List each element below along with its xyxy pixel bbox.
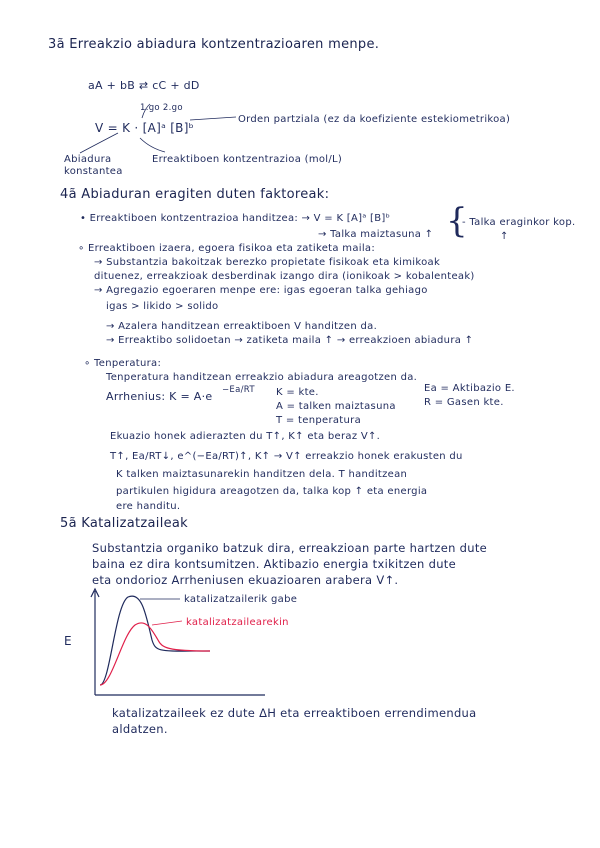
factor-nature-3: → Agregazio egoeraren menpe ere: igas egoeran talka gehiago bbox=[94, 285, 428, 296]
orders-note: 1.go 2.go bbox=[140, 103, 183, 113]
catalyst-para-2: baina ez dira kontsumitzen. Aktibazio energia txikitzen dute bbox=[92, 557, 456, 571]
legend-k: K = kte. bbox=[276, 387, 319, 398]
label-with-catalyst: katalizatzailearekin bbox=[186, 617, 289, 628]
brace-icon: { bbox=[446, 201, 468, 241]
factor-temperature: ∘ Tenperatura: bbox=[84, 358, 162, 369]
order-label: Orden partziala (ez da koefiziente estekiometrikoa) bbox=[238, 114, 511, 125]
factor-concentration-right: - Talka eraginkor kop. bbox=[462, 217, 576, 228]
catalyst-note-1: katalizatzaileek ez dute ΔH eta erreaktiboen errendimendua bbox=[112, 706, 477, 720]
arrhenius-exponent: −Ea/RT bbox=[222, 385, 255, 395]
temperature-6: ere handitu. bbox=[116, 501, 181, 512]
rate-formula: V = K · [A]ᵃ [B]ᵇ bbox=[95, 121, 195, 135]
arrhenius-equation: Arrhenius: K = A·e bbox=[106, 390, 213, 403]
label-leader-with bbox=[152, 621, 182, 625]
curve-without-catalyst bbox=[100, 596, 210, 685]
catalyst-note-2: aldatzen. bbox=[112, 722, 168, 736]
section-4-title: 4ã Abiaduran eragiten duten faktoreak: bbox=[60, 187, 330, 202]
temperature-4: K talken maiztasunarekin handitzen dela. T handitzean bbox=[116, 469, 408, 480]
factor-nature-2: dituenez, erreakzioak desberdinak izango dira (ionikoak > kobalenteak) bbox=[94, 271, 475, 282]
k-label-1: Abiadura bbox=[64, 154, 112, 165]
section-3-title: 3ã Erreakzio abiadura kontzentrazioaren menpe. bbox=[48, 37, 380, 52]
factor-nature-6: → Erreaktibo solidoetan → zatiketa maila ↑ → erreakzioen abiadura ↑ bbox=[106, 335, 474, 346]
factor-nature-5: → Azalera handitzean erreaktiboen V handitzen da. bbox=[106, 321, 378, 332]
section-5-title: 5ã Katalizatzaileak bbox=[60, 516, 189, 531]
factor-nature-1: → Substantzia bakoitzak berezko propietate fisikoak eta kimikoak bbox=[94, 257, 441, 268]
factor-concentration-right-2: ↑ bbox=[500, 231, 509, 242]
label-without-catalyst: katalizatzailerik gabe bbox=[184, 594, 298, 605]
conc-label: Erreaktiboen kontzentrazioa (mol/L) bbox=[152, 154, 343, 165]
legend-r: R = Gasen kte. bbox=[424, 397, 504, 408]
legend-a: A = talken maiztasuna bbox=[276, 401, 396, 412]
temperature-3: T↑, Ea/RT↓, e^(−Ea/RT)↑, K↑ → V↑ erreakzio honek erakusten du bbox=[110, 451, 463, 462]
factor-concentration-sub: → Talka maiztasuna ↑ bbox=[318, 229, 434, 240]
graph-y-label: E bbox=[64, 634, 72, 648]
annotation-arrows bbox=[0, 0, 600, 200]
factor-nature-4: igas > likido > solido bbox=[106, 301, 219, 312]
temperature-2: Ekuazio honek adierazten du T↑, K↑ eta beraz V↑. bbox=[110, 431, 381, 442]
legend-ea: Ea = Aktibazio E. bbox=[424, 383, 515, 394]
k-label-2: konstantea bbox=[64, 166, 123, 177]
catalyst-para-3: eta ondorioz Arrheniusen ekuazioaren arabera V↑. bbox=[92, 573, 399, 587]
curve-with-catalyst bbox=[100, 623, 210, 685]
reaction-equation: aA + bB ⇄ cC + dD bbox=[88, 79, 200, 92]
temperature-5: partikulen higidura areagotzen da, talka kop ↑ eta energia bbox=[116, 486, 428, 497]
catalyst-para-1: Substantzia organiko batzuk dira, erreakzioan parte hartzen dute bbox=[92, 541, 488, 555]
temperature-1: Tenperatura handitzean erreakzio abiadura areagotzen da. bbox=[106, 372, 418, 383]
factor-nature: ∘ Erreaktiboen izaera, egoera fisikoa eta zatiketa maila: bbox=[78, 243, 376, 254]
factor-concentration: • Erreaktiboen kontzentrazioa handitzea: → V = K [A]ᵃ [B]ᵇ bbox=[80, 213, 391, 224]
legend-t: T = tenperatura bbox=[276, 415, 361, 426]
